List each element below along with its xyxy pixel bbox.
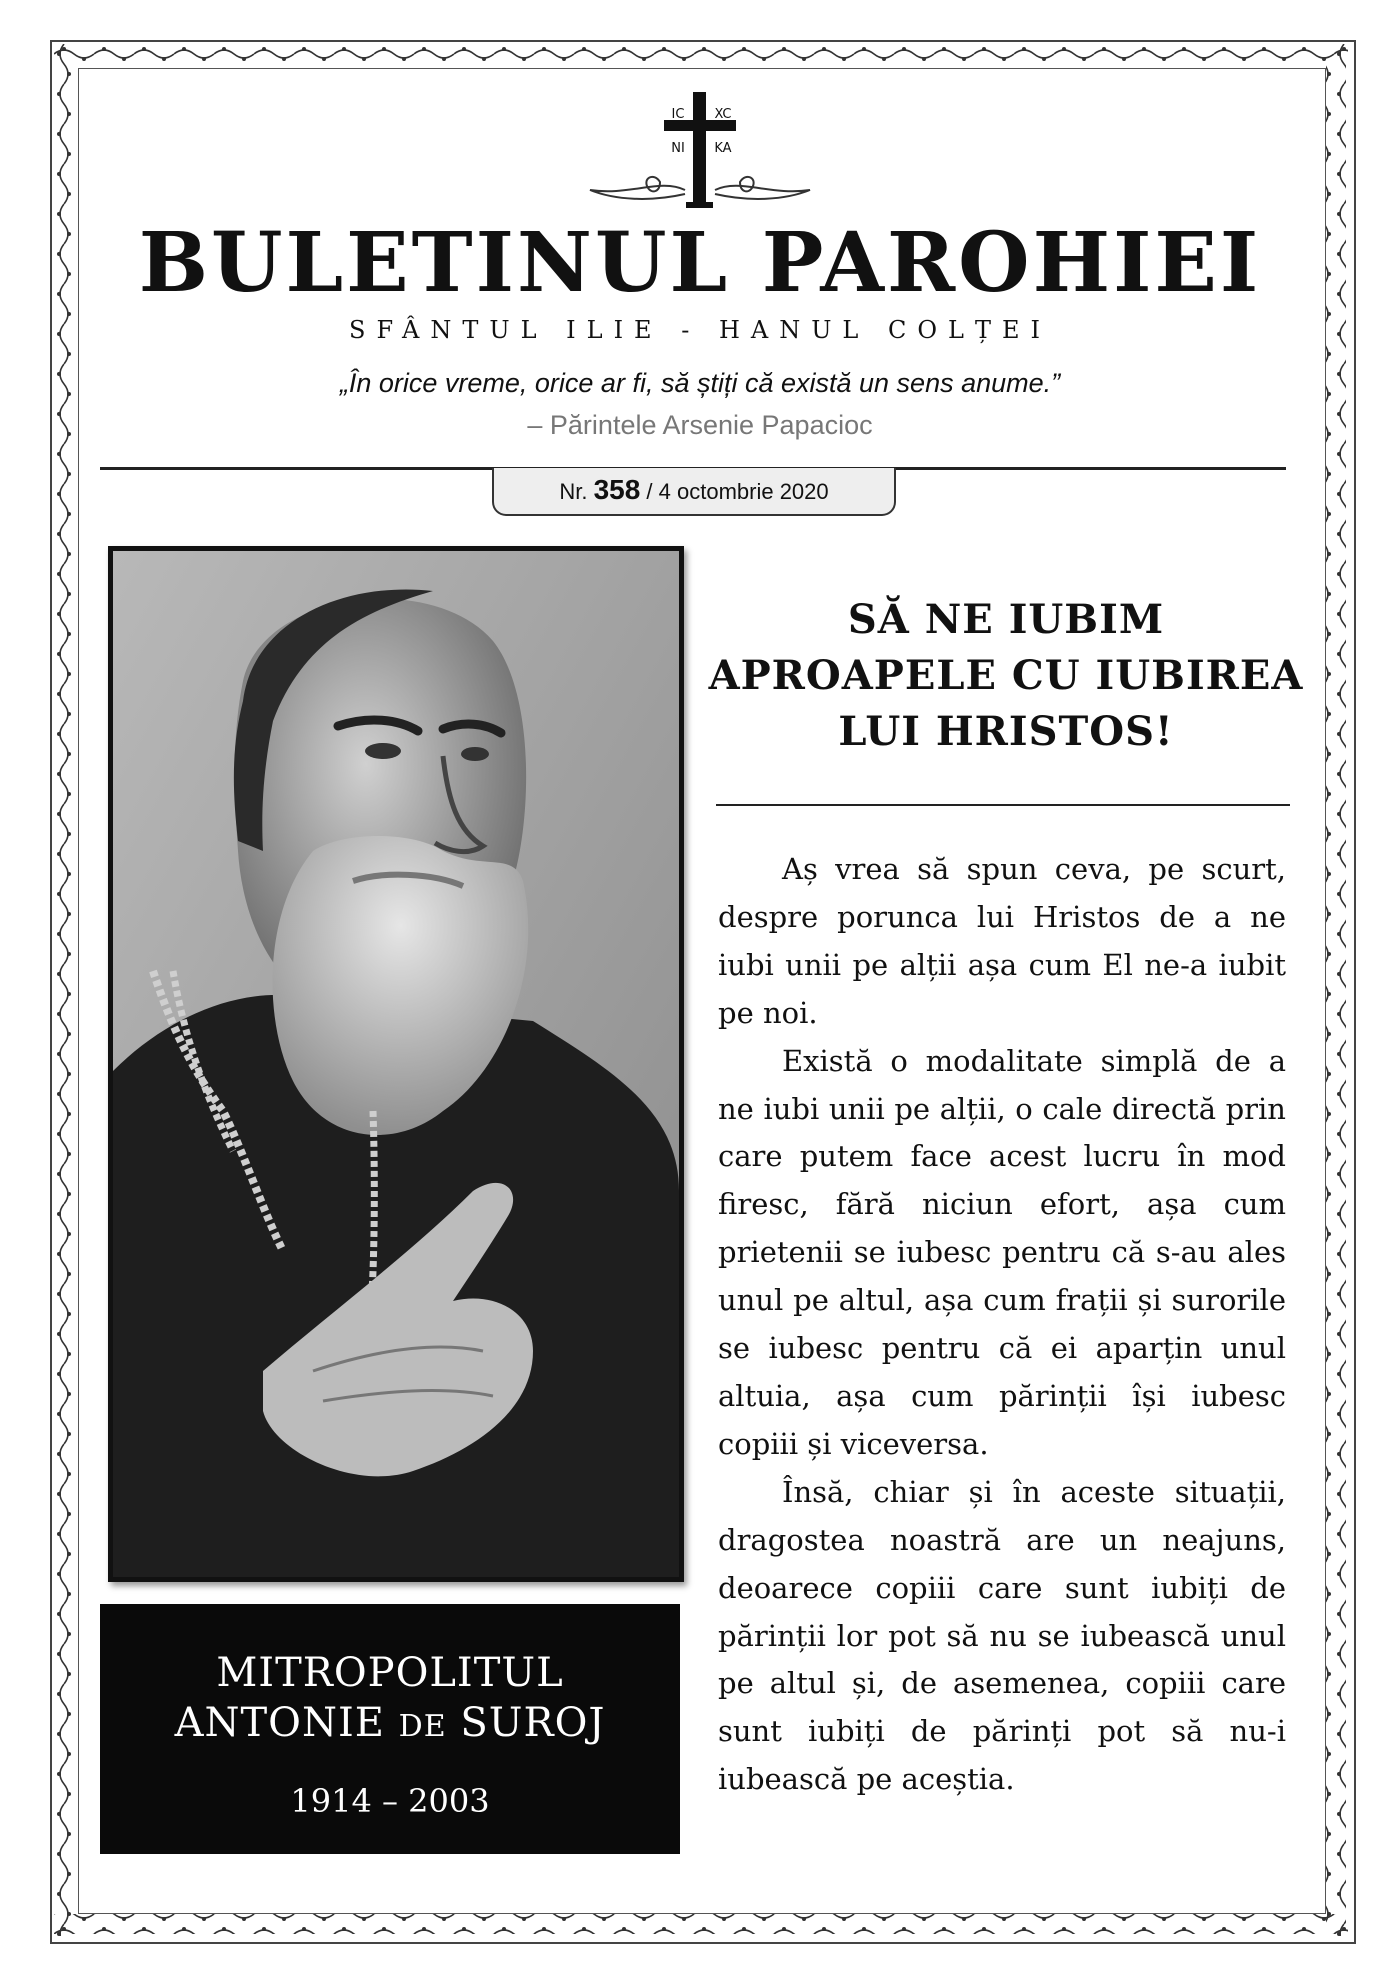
caption-years: 1914 – 2003 — [290, 1782, 490, 1820]
article-title — [706, 592, 1306, 760]
article-title-divider — [716, 804, 1290, 806]
issue-date: / 4 octombrie 2020 — [646, 479, 829, 504]
parish-subtitle: SFÂNTUL ILIE - HANUL COLȚEI — [349, 316, 1051, 344]
orthodox-cross-emblem — [560, 90, 840, 220]
motto-author: – Părintele Arsenie Papacioc — [527, 410, 873, 440]
caption-name-last: SUROJ — [460, 1700, 606, 1746]
issue-info — [492, 468, 896, 516]
cross-letter-ni: NI — [671, 141, 685, 156]
article-title-line: LUI HRISTOS! — [838, 708, 1174, 755]
newsletter-title: BULETINUL PAROHIEI — [138, 215, 1262, 311]
article-paragraph: Însă, chiar și în aceste situații, dragostea noastră are un neajuns, deoarece copiii care sunt iubiți de părinții lor pot să nu se iubească unul pe altul și, de asemenea, copiii care sunt iubiți de părinți pot să nu-i iubească pe aceștia. — [718, 1474, 1286, 1797]
cross-letter-ka: KA — [714, 141, 732, 156]
motto-quote: „În orice vreme, orice ar fi, să știți că există un sens anume.” — [339, 368, 1061, 398]
article-paragraph: Există o modalitate simplă de a ne iubi unii pe alții, o cale directă prin care putem face acest lucru în mod firesc, fără niciun efort, așa cum prietenii se iubesc pentru că s-au ales unul pe altul, așa cum frații și surorile se iubesc pentru că ei aparțin unul altuia, așa cum părinții își iubesc copiii și viceversa. — [718, 1043, 1286, 1461]
caption-title: MITROPOLITUL — [216, 1650, 564, 1696]
portrait-caption — [100, 1604, 680, 1854]
issue-prefix: Nr. — [559, 479, 588, 504]
article-title-line: SĂ NE IUBIM — [847, 596, 1165, 643]
caption-name-particle: DE — [398, 1709, 447, 1744]
cross-letter-ic: IC — [671, 107, 685, 122]
portrait-photo — [108, 546, 684, 1582]
caption-name-first: ANTONIE — [174, 1700, 385, 1746]
cross-icon — [560, 90, 840, 220]
cross-letter-xc: XC — [714, 107, 732, 122]
article-paragraph: Aș vrea să spun ceva, pe scurt, despre porunca lui Hristos de a ne iubi unii pe alții așa cum El ne-a iubit pe noi. — [718, 852, 1286, 1030]
article-body — [718, 846, 1286, 1804]
article-title-line: APROAPELE CU IUBIREA — [708, 652, 1304, 699]
issue-number: 358 — [593, 474, 641, 505]
caption-name — [100, 1700, 680, 1746]
